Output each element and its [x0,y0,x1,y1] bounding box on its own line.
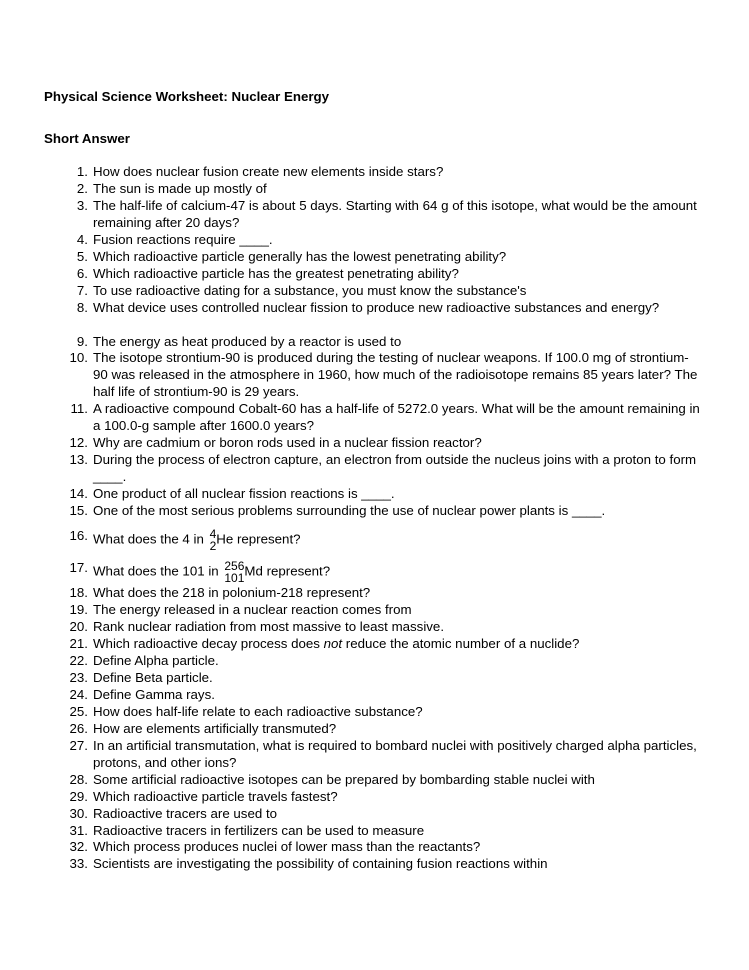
question-text: What does the 218 in polonium-218 represent? [93,585,371,600]
question-number: 30. [69,806,88,821]
question-number: 3. [76,198,88,213]
question-text: Which radioactive particle has the greatest penetrating ability? [93,266,459,281]
question-number: 9. [76,334,88,349]
question-text: Rank nuclear radiation from most massive to least massive. [93,619,445,634]
question-text: The energy released in a nuclear reaction comes from [93,602,412,617]
question-number: 21. [69,636,88,651]
question-number: 27. [69,738,88,753]
section-heading: Short Answer [44,131,130,146]
question-number: 25. [69,704,88,719]
question-number: 4. [76,232,88,247]
question-text: Which radioactive decay process does not reduce the atomic number of a nuclide? [93,636,580,651]
question-number: 22. [69,653,88,668]
question-number: 6. [76,266,88,281]
question-text: Define Beta particle. [93,670,213,685]
question-text: Define Alpha particle. [93,653,219,668]
question-number: 19. [69,602,88,617]
question-number: 16. [69,528,88,543]
question-number: 2. [76,181,88,196]
question-text: Some artificial radioactive isotopes can be prepared by bombarding stable nuclei with [93,772,595,787]
question-text: Which radioactive particle travels fastest? [93,789,338,804]
question-number: 24. [69,687,88,702]
question-text: How are elements artificially transmuted? [93,721,337,736]
question-number: 20. [69,619,88,634]
question-text: Radioactive tracers are used to [93,806,278,821]
question-text: During the process of electron capture, an electron from outside the nucleus joins with a proton to form ____. [93,452,697,484]
question-number: 13. [69,452,88,467]
nuclide-notation [210,528,234,552]
question-text: One product of all nuclear fission reactions is ____. [93,486,395,501]
question-number: 5. [76,249,88,264]
question-text: How does nuclear fusion create new elements inside stars? [93,164,444,179]
question-number: 15. [69,503,88,518]
question-text: To use radioactive dating for a substance, you must know the substance's [93,283,527,298]
question-number: 33. [69,856,88,871]
question-text: What device uses controlled nuclear fission to produce new radioactive substances and energy? [93,300,660,315]
question-number: 12. [69,435,88,450]
question-number: 28. [69,772,88,787]
mass-number: 4 [209,527,217,541]
atomic-number: 101 [224,571,245,585]
question-number: 7. [76,283,88,298]
question-number: 23. [69,670,88,685]
question-text: The half-life of calcium-47 is about 5 days. Starting with 64 g of this isotope, what would be the amount remaining after 20 days? [93,198,697,230]
question-text: One of the most serious problems surrounding the use of nuclear power plants is ____. [93,503,606,518]
question-number: 8. [76,300,88,315]
question-number: 29. [69,789,88,804]
question-number: 14. [69,486,88,501]
question-text: Scientists are investigating the possibility of containing fusion reactions within [93,856,548,871]
question-text: In an artificial transmutation, what is required to bombard nuclei with positively charged alpha particles, protons, and other ions? [93,738,697,770]
question-number: 18. [69,585,88,600]
element-symbol: He [216,531,234,547]
question-number: 1. [76,164,88,179]
question-text: Define Gamma rays. [93,687,215,702]
question-number: 26. [69,721,88,736]
question-text: The isotope strontium-90 is produced during the testing of nuclear weapons. If 100.0 mg of strontium-90 was released in the atmosphere in 1960, how much of the radioisotope remains 85 years later? The half life of strontium-90 is 29 years. [93,350,698,399]
question-text: A radioactive compound Cobalt-60 has a half-life of 5272.0 years. What will be the amount remaining in a 100.0-g sample after 1600.0 years? [93,401,700,433]
question-text: What does the 101 in 256 101 Md represent? [93,559,331,585]
question-text: Fusion reactions require ____. [93,232,273,247]
worksheet-title: Physical Science Worksheet: Nuclear Energy [44,89,330,104]
question-text: What does the 4 in 4 2 He represent? [93,527,301,553]
question-number: 11. [70,401,88,416]
question-number: 32. [69,839,88,854]
question-text: Which radioactive particle generally has the lowest penetrating ability? [93,249,507,264]
question-number: 10. [69,350,88,365]
question-text: Which process produces nuclei of lower mass than the reactants? [93,839,481,854]
mass-number: 256 [224,559,245,573]
nuclide-notation [224,560,263,584]
question-number: 17. [69,560,88,575]
atomic-number: 2 [209,539,217,553]
question-number: 31. [69,823,88,838]
emphasis-text: not [323,636,343,651]
question-text: How does half-life relate to each radioactive substance? [93,704,423,719]
element-symbol: Md [244,563,263,579]
nuclide-numbers [224,560,244,584]
question-text: Radioactive tracers in fertilizers can be used to measure [93,823,425,838]
question-text: The sun is made up mostly of [93,181,267,196]
question-text: The energy as heat produced by a reactor is used to [93,334,402,349]
question-text: Why are cadmium or boron rods used in a nuclear fission reactor? [93,435,482,450]
